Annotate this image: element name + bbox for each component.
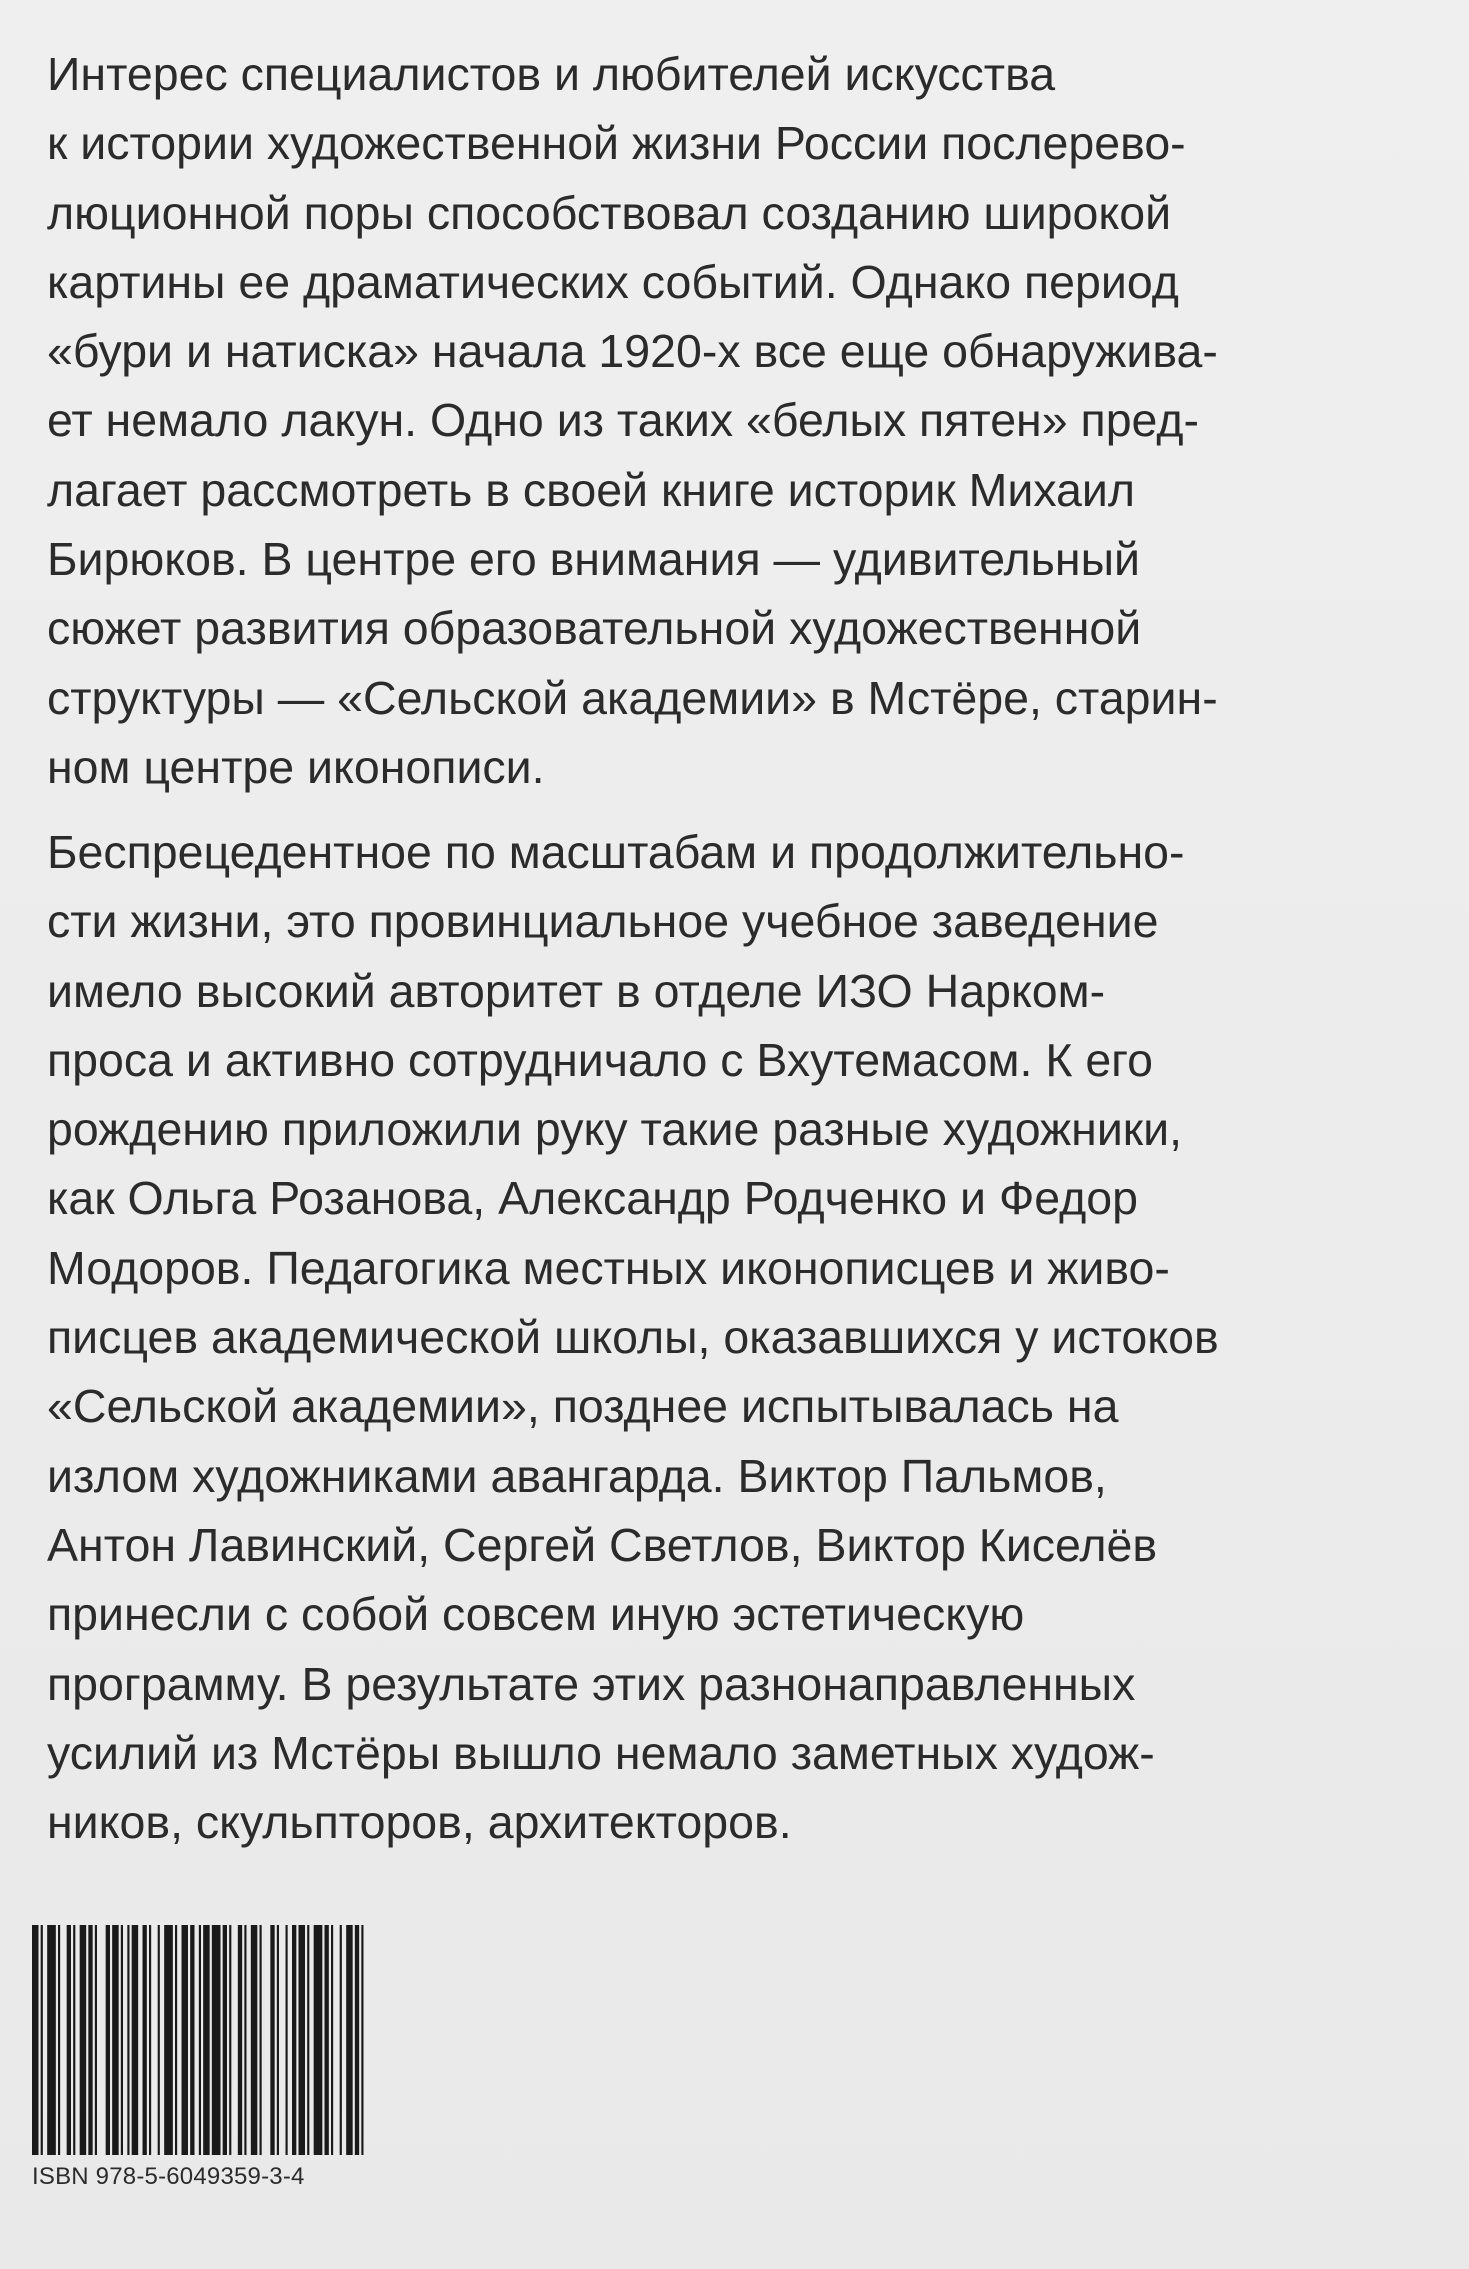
text-line: люционной поры способствовал созданию широкой [47, 186, 1172, 239]
barcode-bar [307, 1925, 309, 2155]
barcode-bar [41, 1925, 43, 2155]
barcode-bar [58, 1925, 60, 2155]
barcode-bar [229, 1925, 231, 2155]
barcode-bar [361, 1925, 363, 2155]
barcode [32, 1925, 370, 2155]
text-line: Бирюков. В центре его внимания — удивительный [47, 533, 1140, 586]
barcode-bar [299, 1925, 306, 2155]
barcode-bar [223, 1925, 227, 2155]
barcode-bar [251, 1925, 258, 2155]
barcode-bar [80, 1925, 87, 2155]
barcode-bar [340, 1925, 342, 2155]
text-line: Модоров. Педагогика местных иконописцев и живо- [47, 1241, 1170, 1294]
barcode-bar [175, 1925, 177, 2155]
text-line: программу. В результате этих разнонаправленных [47, 1657, 1136, 1710]
barcode-bar [47, 1925, 56, 2155]
barcode-bar [277, 1925, 279, 2155]
barcode-bar [244, 1925, 246, 2155]
barcode-bar [238, 1925, 242, 2155]
text-line: имело высокий авторитет в отделе ИЗО Нарком- [47, 964, 1106, 1017]
barcode-bar [355, 1925, 359, 2155]
annotation-paragraph-1 [47, 40, 1442, 802]
barcode-bar [314, 1925, 323, 2155]
barcode-bar [112, 1925, 119, 2155]
text-line: проса и активно сотрудничало с Вхутемасом. К его [47, 1033, 1153, 1086]
text-line: ном центре иконописи. [47, 740, 545, 793]
barcode-bar [132, 1925, 139, 2155]
barcode-bar [149, 1925, 151, 2155]
barcode-bar [73, 1925, 75, 2155]
text-line: сти жизни, это провинциальное учебное заведение [47, 895, 1159, 948]
barcode-bar [346, 1925, 353, 2155]
barcode-bar [121, 1925, 123, 2155]
text-line: ет немало лакун. Одно из таких «белых пятен» пред- [47, 394, 1200, 447]
text-line: картины ее драматических событий. Однако период [47, 255, 1179, 308]
barcode-bar [190, 1925, 194, 2155]
barcode-bar [67, 1925, 71, 2155]
barcode-bar [331, 1925, 333, 2155]
barcode-bar [127, 1925, 129, 2155]
text-line: Интерес специалистов и любителей искусства [47, 48, 1056, 100]
text-line: «бури и натиска» начала 1920-х все еще обнаружива- [47, 325, 1218, 378]
text-line: ников, скульпторов, архитекторов. [47, 1796, 792, 1849]
text-line: сюжет развития образовательной художественной [47, 602, 1142, 655]
text-line: как Ольга Розанова, Александр Родченко и Федор [47, 1172, 1139, 1225]
text-line: к истории художественной жизни России послерево- [47, 117, 1186, 170]
barcode-bar [158, 1925, 160, 2155]
barcode-bar [164, 1925, 173, 2155]
barcode-bar [88, 1925, 92, 2155]
barcode-bar [325, 1925, 329, 2155]
text-line: усилий из Мстёры вышло немало заметных худож- [47, 1726, 1155, 1779]
barcode-bar [286, 1925, 288, 2155]
barcode-bar [143, 1925, 147, 2155]
text-line: Беспрецедентное по масштабам и продолжительно- [47, 826, 1185, 878]
text-line: писцев академической школы, оказавшихся у истоков [47, 1311, 1219, 1364]
barcode-bar [203, 1925, 210, 2155]
barcode-bar [270, 1925, 274, 2155]
barcode-bar [106, 1925, 110, 2155]
barcode-bar [182, 1925, 189, 2155]
isbn-number: ISBN 978-5-6049359-3-4 [32, 2163, 305, 2190]
text-line: лагает рассмотреть в своей книге историк Михаил [47, 463, 1136, 516]
text-line: «Сельской академии», позднее испытывалась на [47, 1380, 1119, 1433]
text-line: принесли с собой совсем иную эстетическую [47, 1588, 1025, 1641]
text-line: структуры — «Сельской академии» в Мстёре, старин- [47, 671, 1218, 724]
annotation-paragraph-2 [47, 818, 1442, 1857]
barcode-bar [32, 1925, 39, 2155]
barcode-bar [212, 1925, 221, 2155]
barcode-bar [199, 1925, 201, 2155]
text-line: излом художниками авангарда. Виктор Пальмов, [47, 1449, 1107, 1502]
barcode-bar [292, 1925, 296, 2155]
text-line: Антон Лавинский, Сергей Светлов, Виктор Киселёв [47, 1518, 1158, 1571]
barcode-bar [95, 1925, 97, 2155]
text-line: рождению приложили руку такие разные художники, [47, 1103, 1183, 1156]
barcode-bar [260, 1925, 262, 2155]
